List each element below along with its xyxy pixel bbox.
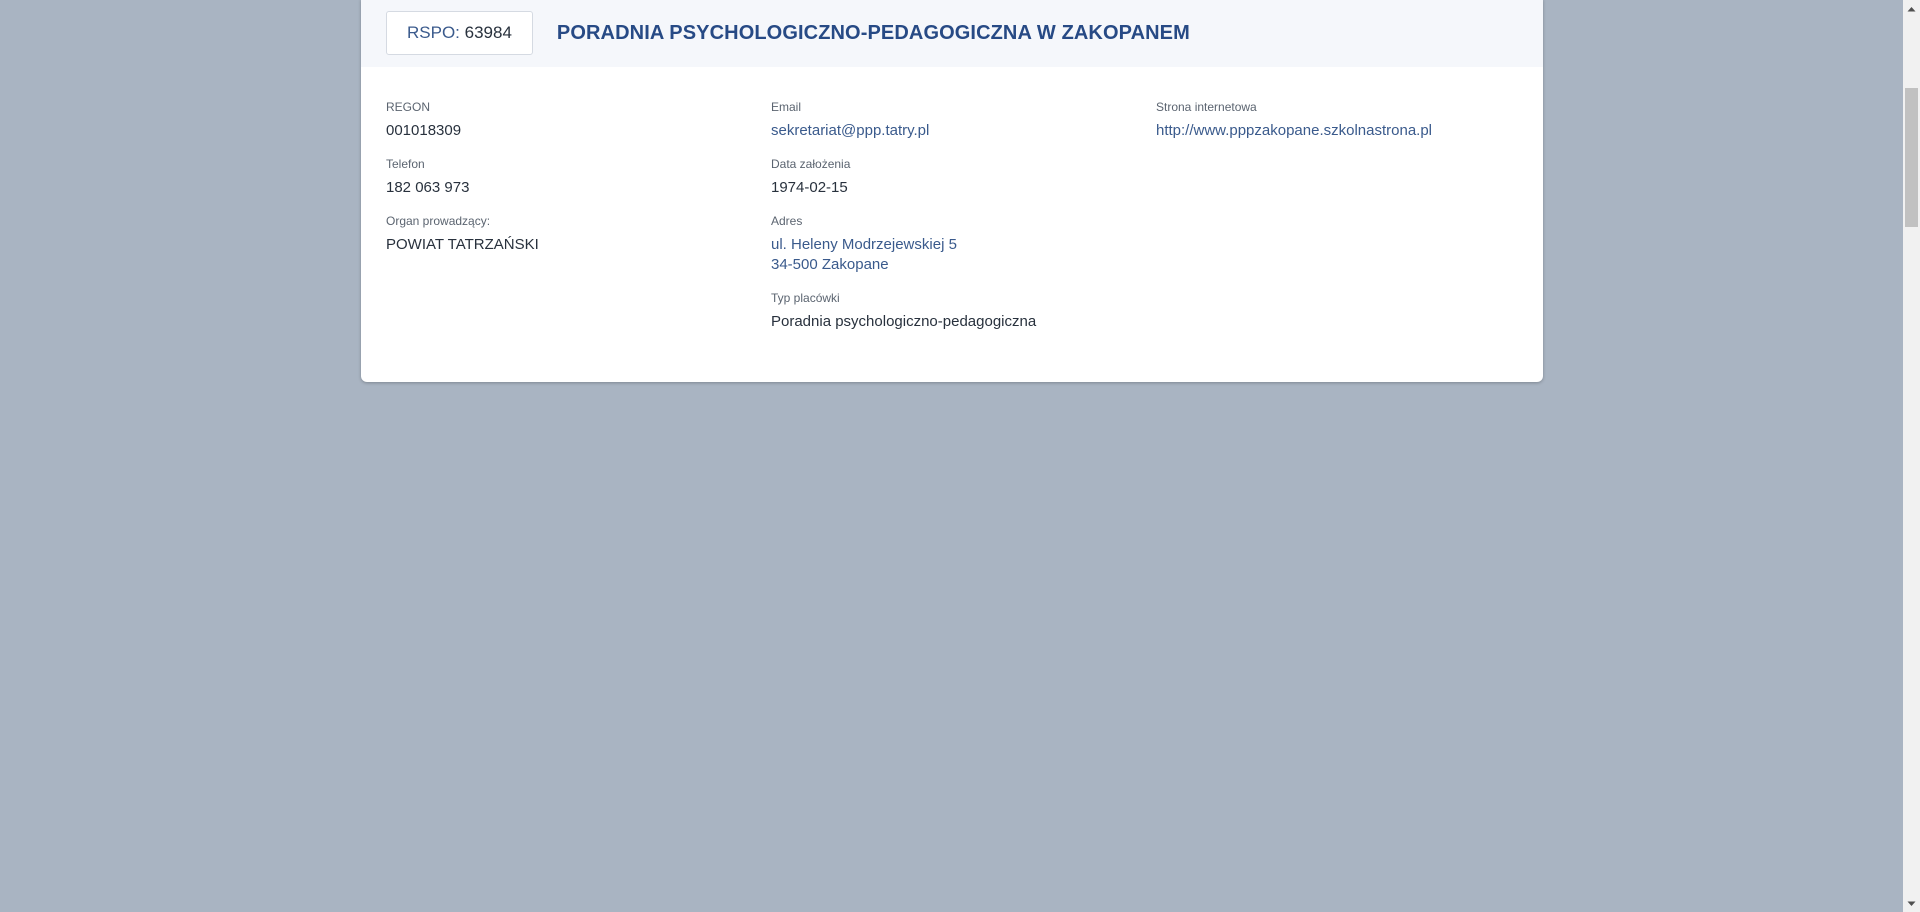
typ-label: Typ placówki — [771, 291, 840, 305]
adres-label: Adres — [771, 214, 803, 228]
rspo-badge — [386, 11, 533, 55]
regon-label: REGON — [386, 100, 431, 114]
scrollbar-thumb[interactable] — [1905, 88, 1918, 227]
organ-label: Organ prowadzący: — [386, 214, 491, 228]
vertical-scrollbar[interactable] — [1903, 0, 1920, 912]
chevron-up-icon[interactable] — [1903, 0, 1920, 17]
details-column-3 — [1156, 100, 1432, 157]
details-column-1 — [386, 100, 539, 271]
organ-value: POWIAT TATRZAŃSKI — [386, 236, 539, 253]
address-link[interactable] — [771, 235, 1036, 275]
field-regon — [386, 100, 539, 141]
telefon-value: 182 063 973 — [386, 179, 470, 196]
strona-label: Strona internetowa — [1156, 100, 1257, 114]
chevron-down-icon[interactable] — [1903, 895, 1920, 912]
email-label: Email — [771, 100, 802, 114]
address-line-1: ul. Heleny Modrzejewskiej 5 — [771, 236, 957, 253]
data-zalozenia-value: 1974-02-15 — [771, 179, 848, 196]
data-zalozenia-label: Data założenia — [771, 157, 851, 171]
details-column-2 — [771, 100, 1036, 348]
field-strona — [1156, 100, 1432, 141]
typ-value: Poradnia psychologiczno-pedagogiczna — [771, 313, 1037, 330]
field-telefon — [386, 157, 539, 198]
field-email — [771, 100, 1036, 141]
field-adres — [771, 214, 1036, 275]
field-data-zalozenia — [771, 157, 1036, 198]
card-header — [361, 0, 1543, 67]
rspo-number: 63984 — [464, 23, 512, 42]
field-organ — [386, 214, 539, 255]
email-link[interactable]: sekretariat@ppp.tatry.pl — [771, 122, 930, 139]
address-line-2: 34-500 Zakopane — [771, 256, 889, 273]
rspo-label: RSPO: — [407, 23, 460, 42]
field-typ — [771, 291, 1036, 332]
website-link[interactable]: http://www.pppzakopane.szkolnastrona.pl — [1156, 122, 1432, 139]
telefon-label: Telefon — [386, 157, 425, 171]
institution-name: PORADNIA PSYCHOLOGICZNO-PEDAGOGICZNA W ZAKOPANEM — [556, 21, 1190, 44]
regon-value: 001018309 — [386, 122, 462, 139]
institution-card — [361, 0, 1543, 382]
